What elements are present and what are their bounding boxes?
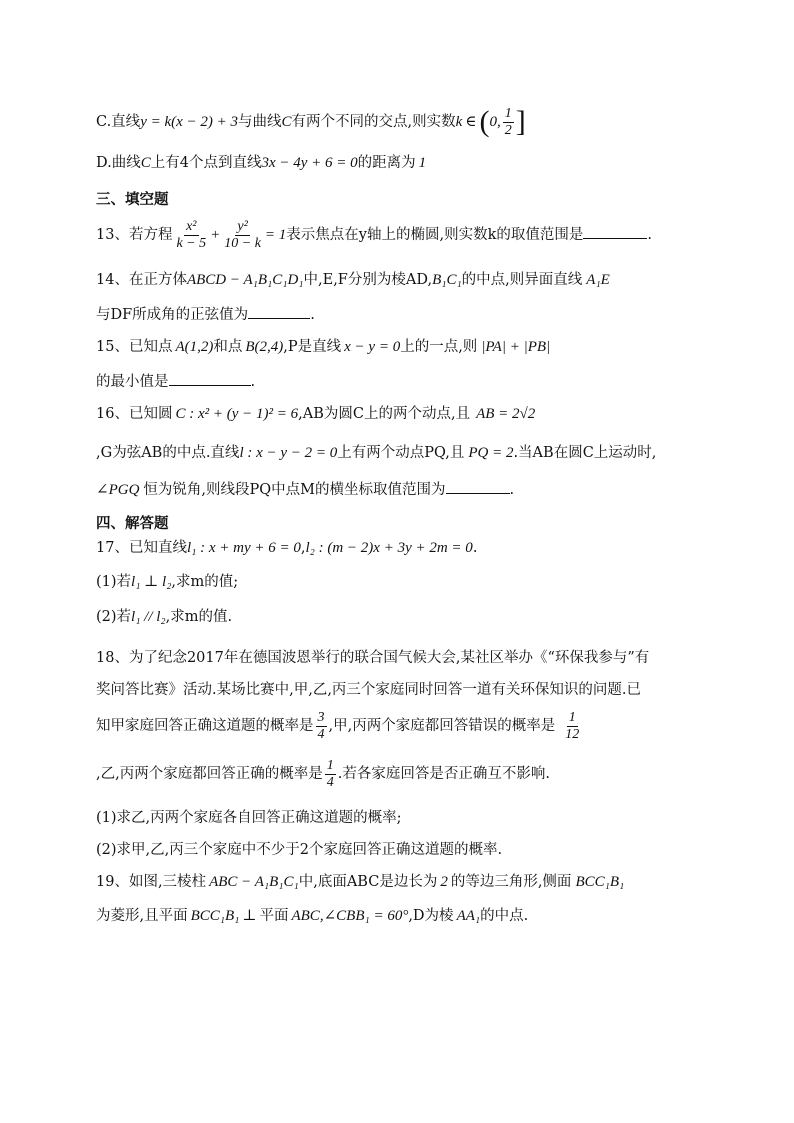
question-19-line-1 (96, 872, 624, 892)
q16-angle: ∠PGQ (96, 482, 140, 498)
q14-line2: 与DF所成角的正弦值为 (96, 307, 249, 323)
question-17-part-2 (96, 607, 232, 627)
section-solutions: 四、解答题 (96, 516, 169, 532)
option-d (96, 153, 426, 173)
k-symbol: k (455, 114, 463, 130)
question-18-line-3 (96, 706, 583, 746)
question-13 (96, 216, 652, 254)
q16-pq: PQ = 2 (468, 445, 514, 461)
option-c-tail: 有两个不同的交点,则实数 (291, 114, 456, 130)
point-b: B(2,4) (245, 339, 284, 355)
q13-answer-blank[interactable] (583, 224, 647, 239)
q19-line1b: 中,底面ABC是边长为 (298, 874, 438, 890)
q17-l2: l₂ : (m − 2)x + 3y + 2m = 0 (305, 540, 473, 556)
q19-line2c: 的中点. (480, 908, 529, 924)
q15-text: ,P是直线 (283, 339, 342, 355)
q16-prefix: 16、已知圆 (96, 406, 173, 422)
q18-fraction-1 (316, 710, 327, 743)
q16-line2a: ,G为弦AB的中点.直线 (96, 445, 240, 461)
q13-den-y: 10 − k (224, 235, 261, 251)
q16-end: . (509, 482, 515, 498)
q14-answer-blank[interactable] (248, 304, 310, 319)
section-fill-in: 三、填空题 (96, 192, 169, 208)
q13-end: . (647, 227, 652, 243)
q18-line4b: .若各家庭回答是否正确互不影响. (337, 766, 550, 782)
question-18-line-4 (96, 756, 550, 792)
q15-line2: 的最小值是 (96, 374, 169, 390)
q18-f1-num: 3 (317, 709, 325, 725)
question-15-line-2 (96, 371, 255, 392)
question-14-line-2 (96, 304, 315, 325)
q14-text: 中,E,F分别为棱AD, (303, 272, 433, 288)
in-symbol: ∈ (465, 114, 477, 130)
question-17-part-1 (96, 572, 238, 592)
q19-line1c: 的等边三角形,侧面 (450, 874, 572, 890)
q18-f3-num: 1 (326, 757, 334, 773)
q15-expression: |PA| + |PB| (481, 339, 551, 355)
curve-symbol: C (140, 155, 151, 171)
option-d-equation: 3x − 4y + 6 = 0 (261, 155, 358, 171)
q13-prefix: 13、若方程 (96, 227, 173, 243)
fraction-denominator: 2 (504, 122, 512, 138)
question-16-line-1 (96, 404, 535, 424)
question-16-line-3 (96, 479, 514, 500)
distance-value: 1 (418, 155, 427, 171)
q13-fraction-x (174, 219, 208, 252)
option-c (96, 104, 526, 140)
q17-p2-relation: l₁ // l₂ (131, 609, 166, 625)
q19-line2a: 为菱形,且平面 (96, 908, 188, 924)
q14-prefix: 14、在正方体 (96, 272, 187, 288)
q13-fraction-y (222, 219, 263, 252)
q18-fraction-2 (563, 710, 581, 743)
q16-line2b: 上有两个动点PQ,且 (337, 445, 465, 461)
q17-p1-prefix: (1)若 (96, 574, 132, 590)
q17-p1-tail: ,求m的值; (171, 574, 239, 590)
question-17 (96, 538, 477, 558)
q18-line4a: ,乙,丙两个家庭都回答正确的概率是 (96, 766, 323, 782)
q18-f1-den: 4 (317, 726, 325, 742)
option-c-text: 与曲线 (238, 114, 282, 130)
q17-l1: l₁ : x + my + 6 = 0 (186, 540, 301, 556)
q16-line2c: .当AB在圆C上运动时, (513, 445, 657, 461)
q19-plane-2: ABC (291, 908, 320, 924)
q16-text: ,AB为圆C上的两个动点,且 (298, 406, 471, 422)
question-14-line-1 (96, 270, 610, 290)
plus-sign: + (210, 227, 221, 243)
option-d-end: 的距离为 (357, 155, 416, 171)
q16-line-eq: l : x − y − 2 = 0 (239, 445, 338, 461)
curve-symbol: C (281, 114, 292, 130)
interval-lower: 0, (489, 114, 501, 130)
q18-line3a: 知甲家庭回答正确这道题的概率是 (96, 718, 314, 734)
q13-den-x: k − 5 (176, 235, 207, 251)
option-d-text: 上有4个点到直线 (150, 155, 262, 171)
point-a: A(1,2) (175, 339, 214, 355)
option-d-label: D.曲线 (96, 155, 141, 171)
q17-p2-prefix: (2)若 (96, 609, 132, 625)
fraction-numerator: 1 (504, 105, 512, 121)
question-18-line-2: 奖问答比赛》活动.某场比赛中,甲,乙,丙三个家庭同时回答一道有关环保知识的问题.已 (96, 682, 642, 698)
interval-fraction (503, 106, 514, 139)
q17-p1-relation: l₁ ⊥ l₂ (131, 574, 172, 590)
q14-tail: 的中点,则异面直线 (461, 272, 583, 288)
q16-ab: AB = 2√2 (476, 406, 536, 422)
q19-line2b: ,D为棱 (408, 908, 454, 924)
question-15-line-1 (96, 337, 550, 357)
q17-p2-tail: ,求m的值. (165, 609, 233, 625)
option-c-label: C.直线 (96, 114, 141, 130)
q16-circle: C : x² + (y − 1)² = 6 (175, 406, 299, 422)
q17-end: . (472, 540, 478, 556)
q15-tail: 上的一点,则 (400, 339, 478, 355)
question-19-line-2 (96, 906, 528, 926)
question-18-part-2: (2)求甲,乙,丙三个家庭中不少于2个家庭回答正确这道题的概率. (96, 842, 503, 858)
q19-angle: ,∠CBB₁ = 60° (319, 908, 409, 924)
q18-f2-num: 1 (568, 709, 576, 725)
q13-num-x: x² (186, 218, 197, 234)
q18-fraction-3 (325, 758, 336, 791)
q14-cube: ABCD − A₁B₁C₁D₁ (186, 272, 304, 288)
left-paren-icon: ( (479, 105, 490, 138)
question-18-line-1: 18、为了纪念2017年在德国波恩举行的联合国气候大会,某社区举办《“环保我参与”有 (96, 650, 650, 666)
q18-f2-den: 12 (565, 726, 580, 742)
q16-line3: 恒为锐角,则线段PQ中点M的横坐标取值范围为 (143, 482, 446, 498)
q13-equals: = 1 (264, 227, 287, 243)
q19-plane-1: BCC₁B₁ (190, 908, 240, 924)
q15-answer-blank[interactable] (169, 371, 251, 386)
q19-side: 2 (440, 874, 448, 890)
perp-symbol: ⊥ (242, 908, 257, 924)
q13-text: 表示焦点在y轴上的椭圆,则实数k的取值范围是 (286, 227, 584, 243)
q19-line1a: 19、如图,三棱柱 (96, 874, 207, 890)
option-c-equation: y = k(x − 2) + 3 (140, 114, 239, 130)
q17-prefix: 17、已知直线 (96, 540, 187, 556)
q18-f3-den: 4 (326, 774, 334, 790)
q15-prefix: 15、已知点 (96, 339, 173, 355)
q13-num-y: y² (237, 218, 248, 234)
q15-line-eq: x − y = 0 (344, 339, 401, 355)
q16-answer-blank[interactable] (446, 479, 510, 494)
question-18-part-1: (1)求乙,丙两个家庭各自回答正确这道题的概率; (96, 810, 402, 826)
q15-and: 和点 (213, 339, 243, 355)
q14-segment: B₁C₁ (432, 272, 462, 288)
q14-end: . (310, 307, 315, 323)
question-16-line-2 (96, 443, 656, 463)
q19-face: BCC₁B₁ (575, 874, 625, 890)
q17-comma: , (300, 540, 306, 556)
q15-end: . (250, 374, 256, 390)
q19-plane-word: 平面 (259, 908, 289, 924)
q14-line: A₁E (586, 272, 610, 288)
q19-prism: ABC − A₁B₁C₁ (209, 874, 299, 890)
q18-line3b: ,甲,丙两个家庭都回答错误的概率是 (328, 718, 556, 734)
q19-edge: AA₁ (456, 908, 481, 924)
right-bracket-icon: ] (515, 105, 526, 138)
